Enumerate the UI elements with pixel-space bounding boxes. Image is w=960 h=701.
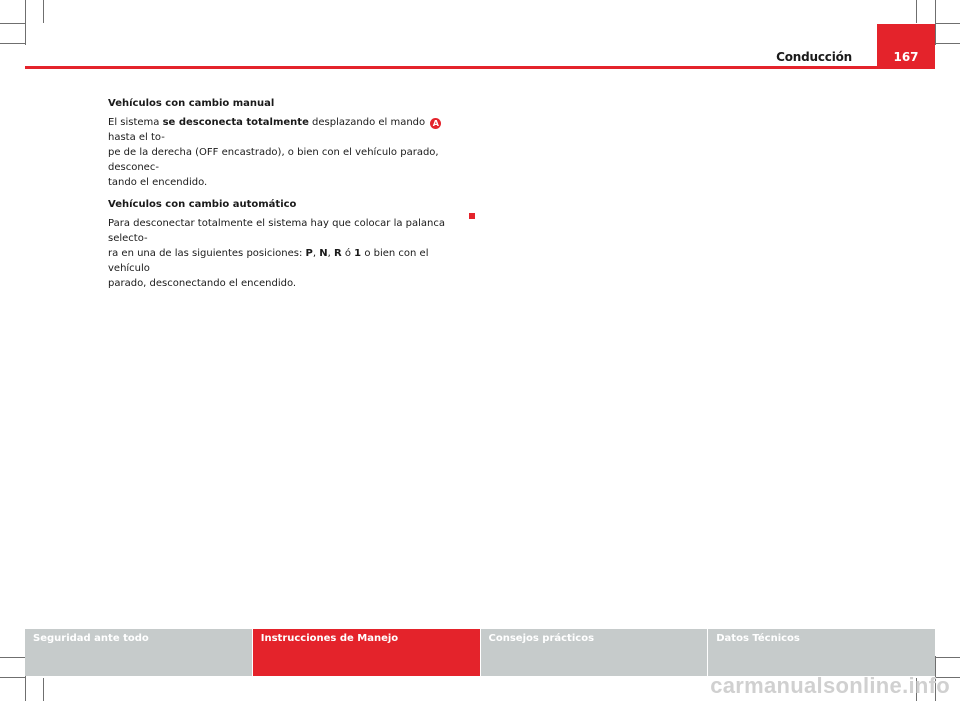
crop-mark: [0, 657, 25, 658]
crop-mark: [0, 677, 25, 678]
section-title: Conducción: [776, 50, 852, 64]
page-number: 167: [893, 50, 919, 64]
automatic-heading: Vehículos con cambio automático: [108, 199, 297, 210]
crop-mark: [0, 23, 25, 24]
tab-datos-tecnicos[interactable]: Datos Técnicos: [708, 629, 935, 676]
crop-mark: [935, 23, 960, 24]
manual-paragraph: El sistema se desconecta totalmente desplazando el mando A hasta el to- pe de la derecha (OFF encastrado), o bien con el vehículo parado, desconec- tando el encendido.: [108, 115, 470, 190]
tab-consejos[interactable]: Consejos prácticos: [481, 629, 708, 676]
end-of-section-marker: [469, 213, 475, 219]
header-rule: [25, 66, 935, 69]
tab-seguridad[interactable]: Seguridad ante todo: [25, 629, 252, 676]
footer-nav: [25, 629, 935, 676]
tab-instrucciones[interactable]: Instrucciones de Manejo: [253, 629, 480, 676]
crop-mark: [935, 43, 960, 44]
crop-mark: [25, 0, 26, 45]
emphasis: se desconecta totalmente: [162, 117, 309, 128]
page-content: [108, 96, 470, 291]
crop-mark: [916, 0, 917, 23]
watermark: carmanualsonline.info: [710, 673, 950, 698]
automatic-paragraph: Para desconectar totalmente el sistema hay que colocar la palanca selecto- ra en una de las siguientes posiciones: P, N, R ó 1 o bien con el vehículo parado, desconectando el encendido.: [108, 218, 445, 289]
crop-mark: [43, 678, 44, 701]
callout-a-icon: A: [430, 118, 441, 129]
crop-mark: [935, 657, 960, 658]
manual-heading: Vehículos con cambio manual: [108, 98, 275, 109]
crop-mark: [43, 0, 44, 23]
page-number-tab: [877, 24, 935, 69]
crop-mark: [0, 43, 25, 44]
